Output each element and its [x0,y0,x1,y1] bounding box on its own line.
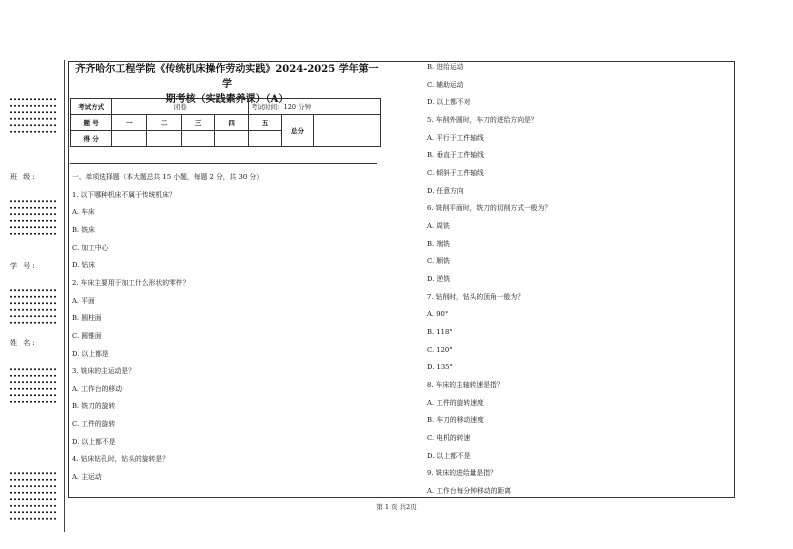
question-line: 2. 车床主要用于加工什么形状的零件？ [72,278,190,287]
question-line: C. 倾斜于工件轴线 [427,169,484,178]
question-line: D. 以上都不是 [427,451,471,460]
question-line: A. 工作台每分钟移动的距离 [427,487,511,496]
score-label: 得 分 [71,131,112,147]
divider [70,163,377,164]
question-line: B. 118° [427,328,453,337]
score-table [70,98,381,147]
question-line: C. 电机的转速 [427,434,471,443]
question-line: C. 圆锥面 [72,331,102,340]
question-no-cell: 二 [147,115,182,131]
question-line: A. 平面 [72,296,95,305]
question-line: 8. 车床的主轴转速是指？ [427,381,504,390]
seal-dots [9,287,57,327]
question-line: B. 端铣 [427,239,450,248]
question-no-label: 题 号 [71,115,112,131]
question-line: B. 车刀的移动速度 [427,416,484,425]
page-footer: 第 1 页 共2页 [376,503,417,511]
question-no-cell: 一 [112,115,147,131]
total-score-label: 总分 [282,115,314,147]
question-line: A. 车床 [72,208,95,217]
table-row [71,115,381,131]
question-no-cell: 四 [215,115,249,131]
question-line: D. 以上都不是 [72,437,116,446]
question-line: 6. 铣削平面时，铣刀的切削方式一般为？ [427,204,552,213]
question-line: 1. 以下哪种机床不属于传统机床？ [72,190,176,199]
question-line: C. 顺铣 [427,257,450,266]
student-id-label: 学 号: [10,262,37,270]
question-line: D. 任意方向 [427,186,464,195]
name-label: 姓 名: [10,339,37,347]
binding-margin [0,0,62,549]
question-no-cell: 五 [249,115,282,131]
question-line: D. 135° [427,363,453,372]
question-line: A. 周铣 [427,222,450,231]
question-line: 9. 铣床的进给量是指？ [427,469,497,478]
question-line: B. 铣床 [72,225,95,234]
question-line: C. 120° [427,345,453,354]
exam-time: 考试时间：120 分钟 [249,99,381,115]
score-cell[interactable] [182,131,215,147]
question-line: D. 以上都是 [72,349,109,358]
question-line: C. 工件的旋转 [72,420,116,429]
question-line: B. 垂直于工件轴线 [427,151,484,160]
question-line: 一、单项选择题（本大题总共 15 小题，每题 2 分，共 30 分） [72,173,263,181]
score-cell[interactable] [215,131,249,147]
binding-line [64,60,65,532]
question-line: D. 逆铣 [427,275,451,284]
question-line: D. 钻床 [72,261,96,270]
question-line: 5. 车削外圆时，车刀的进给方向是？ [427,116,538,124]
question-line: 3. 铣床的主运动是？ [72,367,136,376]
exam-title-line1: 齐齐哈尔工程学院《传统机床操作劳动实践》2024-2025 学年第一学 [75,64,379,90]
question-no-cell: 三 [182,115,215,131]
question-line: C. 加工中心 [72,243,109,252]
question-line: A. 工件的旋转速度 [427,398,484,407]
score-cell[interactable] [147,131,182,147]
seal-dots [9,470,57,524]
score-cell[interactable] [112,131,147,147]
table-row [71,99,381,115]
question-line: A. 90° [427,310,449,319]
total-score-cell[interactable] [314,115,381,147]
question-line: A. 平行于工件轴线 [427,133,484,142]
score-cell[interactable] [249,131,282,147]
question-line: B. 进给运动 [427,63,464,71]
question-line: 4. 钻床钻孔时，钻头的旋转是？ [72,455,170,464]
question-line: B. 圆柱面 [72,314,102,323]
question-line: 7. 钻削时，钻头的顶角一般为？ [427,292,525,301]
question-line: C. 辅助运动 [427,80,464,89]
class-label: 班 级: [10,173,37,181]
exam-method-value: 闭卷 [112,99,249,115]
question-line: A. 工作台的移动 [72,384,123,393]
question-line: D. 以上都不对 [427,98,471,107]
question-line: A. 主运动 [72,473,102,482]
question-line: B. 铣刀的旋转 [72,402,116,411]
seal-dots [9,96,57,136]
exam-title-line2: 期考核（实践素养课）（A） [165,94,289,105]
seal-dots [9,198,57,238]
exam-method-label: 考试方式 [71,99,112,115]
seal-dots [9,366,57,406]
